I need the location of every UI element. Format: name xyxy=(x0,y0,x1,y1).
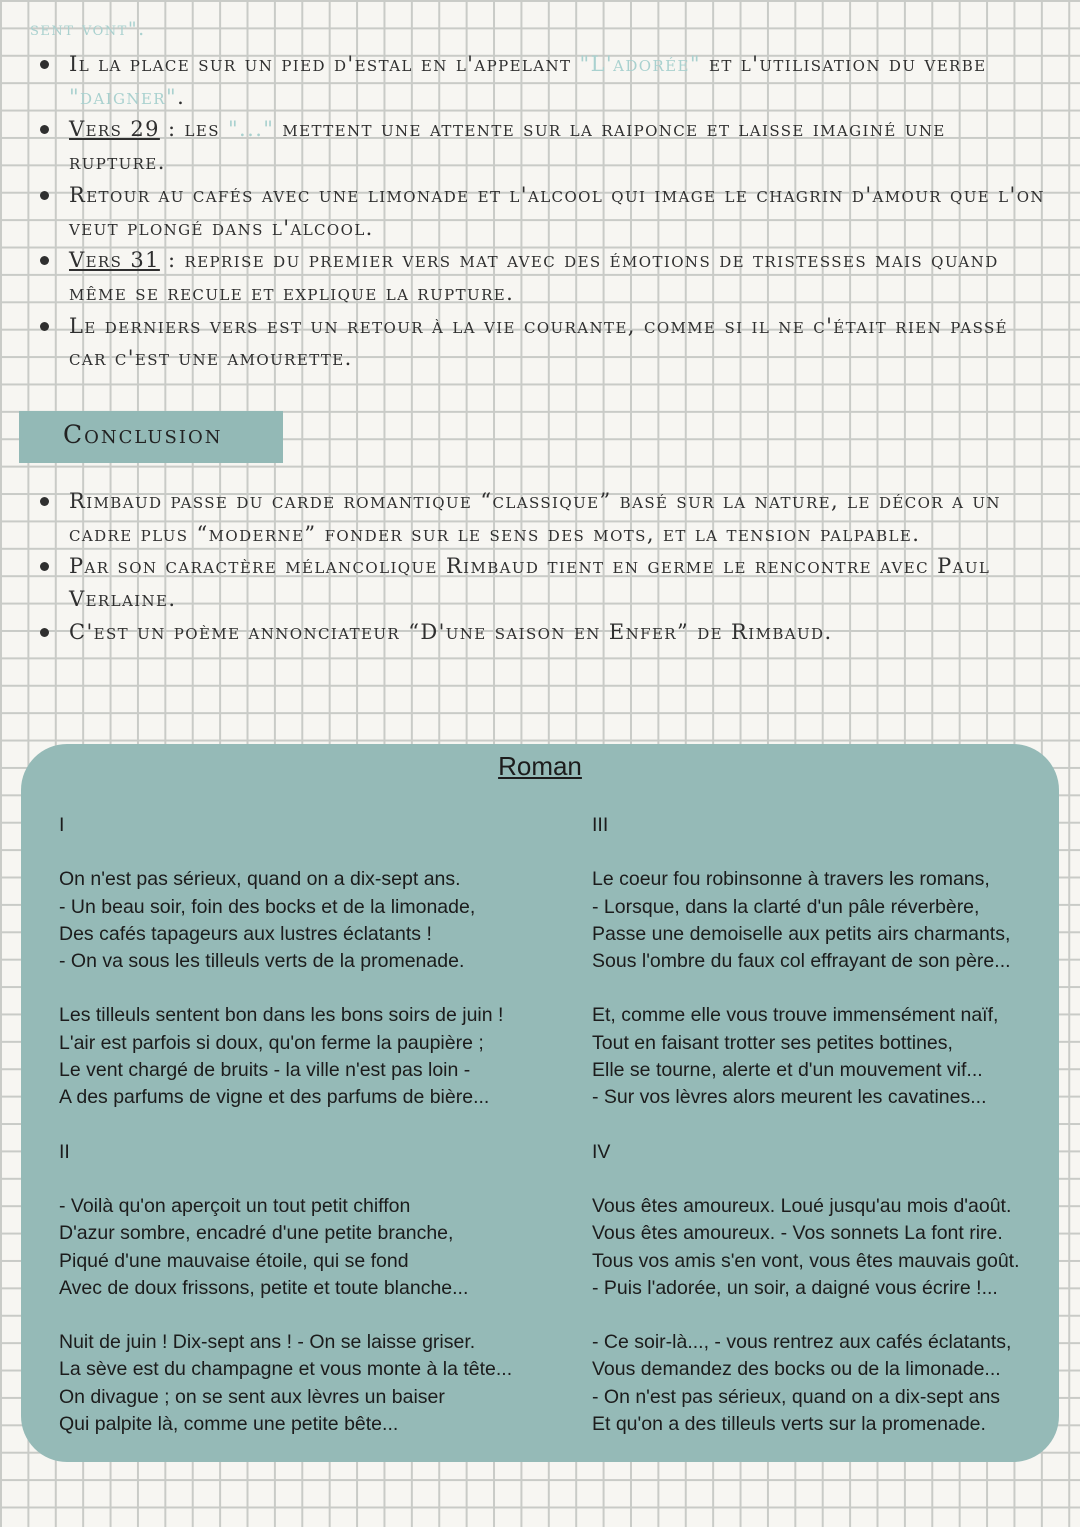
note-item xyxy=(40,179,1050,244)
note-text: mettent une attente sur la raiponce et laisse imaginé une rupture. xyxy=(69,117,946,175)
section-numeral: III xyxy=(592,814,609,836)
stanza xyxy=(592,1193,1020,1302)
verse-line: On n'est pas sérieux, quand on a dix-sept ans. xyxy=(59,868,461,891)
note-text: : les xyxy=(159,117,228,142)
verse-line: La sève est du champagne et vous monte à la tête... xyxy=(59,1358,513,1381)
section-numeral: IV xyxy=(592,1140,611,1163)
verse-line: Elle se tourne, alerte et d'un mouvement vif... xyxy=(592,1059,983,1082)
verse-line: Tout en faisant trotter ses petites bottines, xyxy=(592,1031,953,1054)
verse-line: Avec de doux frissons, petite et toute blanche... xyxy=(59,1276,469,1299)
note-text: Le derniers vers est un retour à la vie courante, comme si il ne c'était rien passé car c'est une amourette. xyxy=(69,313,1009,371)
note-text: : reprise du premier vers mat avec des émotions de tristesses mais quand même se recule et explique la rupture. xyxy=(69,248,999,305)
stanza xyxy=(59,1329,512,1438)
poem-title: Roman xyxy=(498,751,582,781)
verse-line: Qui palpite là, comme une petite bête... xyxy=(59,1413,399,1436)
section-numeral: II xyxy=(59,1140,70,1163)
verse-line: - Puis l'adorée, un soir, a daigné vous écrire !... xyxy=(592,1276,998,1299)
note-item xyxy=(40,113,1050,178)
verse-line: Nuit de juin ! Dix-sept ans ! - On se laisse griser. xyxy=(59,1331,476,1354)
poem-card xyxy=(21,744,1059,1462)
quote-highlight: "..." xyxy=(227,117,275,142)
stanza xyxy=(59,866,512,975)
verse-line: - On n'est pas sérieux, quand on a dix-sept ans xyxy=(592,1385,1001,1408)
conclusion-item: C'est un poème annonciateur “D'une saison en Enfer” de Rimbaud. xyxy=(40,616,1040,649)
stanza xyxy=(592,866,1020,975)
verse-line: Piqué d'une mauvaise étoile, qui se fond xyxy=(59,1249,409,1272)
verse-line: Et, comme elle vous trouve immensément naïf, xyxy=(592,1004,999,1027)
conclusion-item: Rimbaud passe du carde romantique “classique” basé sur la nature, le décor a un cadre plus “moderne” fonder sur le sens des mots, et la tension palpable. xyxy=(40,485,1040,550)
verse-line: - On va sous les tilleuls verts de la promenade. xyxy=(59,950,465,973)
conclusion-list xyxy=(40,485,1040,649)
note-item xyxy=(40,244,1050,309)
verse-line: Les tilleuls sentent bon dans les bons soirs de juin ! xyxy=(59,1004,504,1027)
stanza xyxy=(59,1002,512,1111)
verse-line: - Sur vos lèvres alors meurent les cavatines... xyxy=(592,1086,987,1109)
quote-highlight: "daigner" xyxy=(69,84,178,109)
verse-line: Vous demandez des bocks ou de la limonade... xyxy=(592,1358,1001,1381)
verse-line: Vous êtes amoureux. Loué jusqu'au mois d'août. xyxy=(592,1194,1012,1217)
verse-line: - Lorsque, dans la clarté d'un pâle réverbère, xyxy=(592,895,980,918)
top-fragment-text: sent vont". xyxy=(30,18,146,40)
verse-line: Le vent chargé de bruits - la ville n'est pas loin - xyxy=(59,1059,471,1082)
verse-line: Des cafés tapageurs aux lustres éclatants ! xyxy=(59,922,432,945)
note-text: et l'utilisation du verbe xyxy=(700,52,987,76)
section-numeral: I xyxy=(59,814,65,836)
verse-line: Vous êtes amoureux. - Vos sonnets La font rire. xyxy=(592,1222,1003,1245)
verse-line: Sous l'ombre du faux col effrayant de son père... xyxy=(592,950,1011,973)
verse-line: - Ce soir-là..., - vous rentrez aux cafés éclatants, xyxy=(592,1331,1012,1354)
verse-line: On divague ; on se sent aux lèvres un baiser xyxy=(59,1385,445,1408)
poem-column-left xyxy=(59,812,512,1465)
stanza xyxy=(592,1329,1020,1438)
verse-label: Vers 31 xyxy=(69,248,160,273)
verse-line: - Un beau soir, foin des bocks et de la limonade, xyxy=(59,895,476,918)
conclusion-heading-box xyxy=(19,411,283,463)
verse-line: Tous vos amis s'en vont, vous êtes mauvais goût. xyxy=(592,1249,1020,1272)
note-text: . xyxy=(177,84,186,109)
top-fragment xyxy=(30,18,146,40)
conclusion-item: Par son caractère mélancolique Rimbaud tient en germe le rencontre avec Paul Verlaine. xyxy=(40,550,1040,615)
note-item xyxy=(40,310,1050,375)
verse-line: A des parfums de vigne et des parfums de bière... xyxy=(59,1086,490,1109)
stanza xyxy=(592,1002,1020,1111)
verse-line: D'azur sombre, encadré d'une petite branche, xyxy=(59,1222,454,1245)
quote-highlight: "L'adorée" xyxy=(579,52,701,76)
verse-line: - Voilà qu'on aperçoit un tout petit chiffon xyxy=(59,1194,411,1217)
verse-label: Vers 29 xyxy=(69,117,160,142)
verse-line: Et qu'on a des tilleuls verts sur la promenade. xyxy=(592,1413,986,1436)
verse-line: Le coeur fou robinsonne à travers les romans, xyxy=(592,868,990,891)
note-text: Retour au cafés avec une limonade et l'alcool qui image le chagrin d'amour que l'on veut plongé dans l'alcool. xyxy=(69,182,1045,240)
conclusion-heading: Conclusion xyxy=(63,420,223,449)
verse-line: Passe une demoiselle aux petits airs charmants, xyxy=(592,922,1011,945)
stanza xyxy=(59,1193,512,1302)
poem-column-right xyxy=(592,812,1020,1465)
note-item xyxy=(40,48,1050,113)
verse-line: L'air est parfois si doux, qu'on ferme la paupière ; xyxy=(59,1031,484,1054)
note-text: Il la place sur un pied d'estal en l'appelant xyxy=(69,52,580,76)
analysis-notes xyxy=(40,48,1050,375)
